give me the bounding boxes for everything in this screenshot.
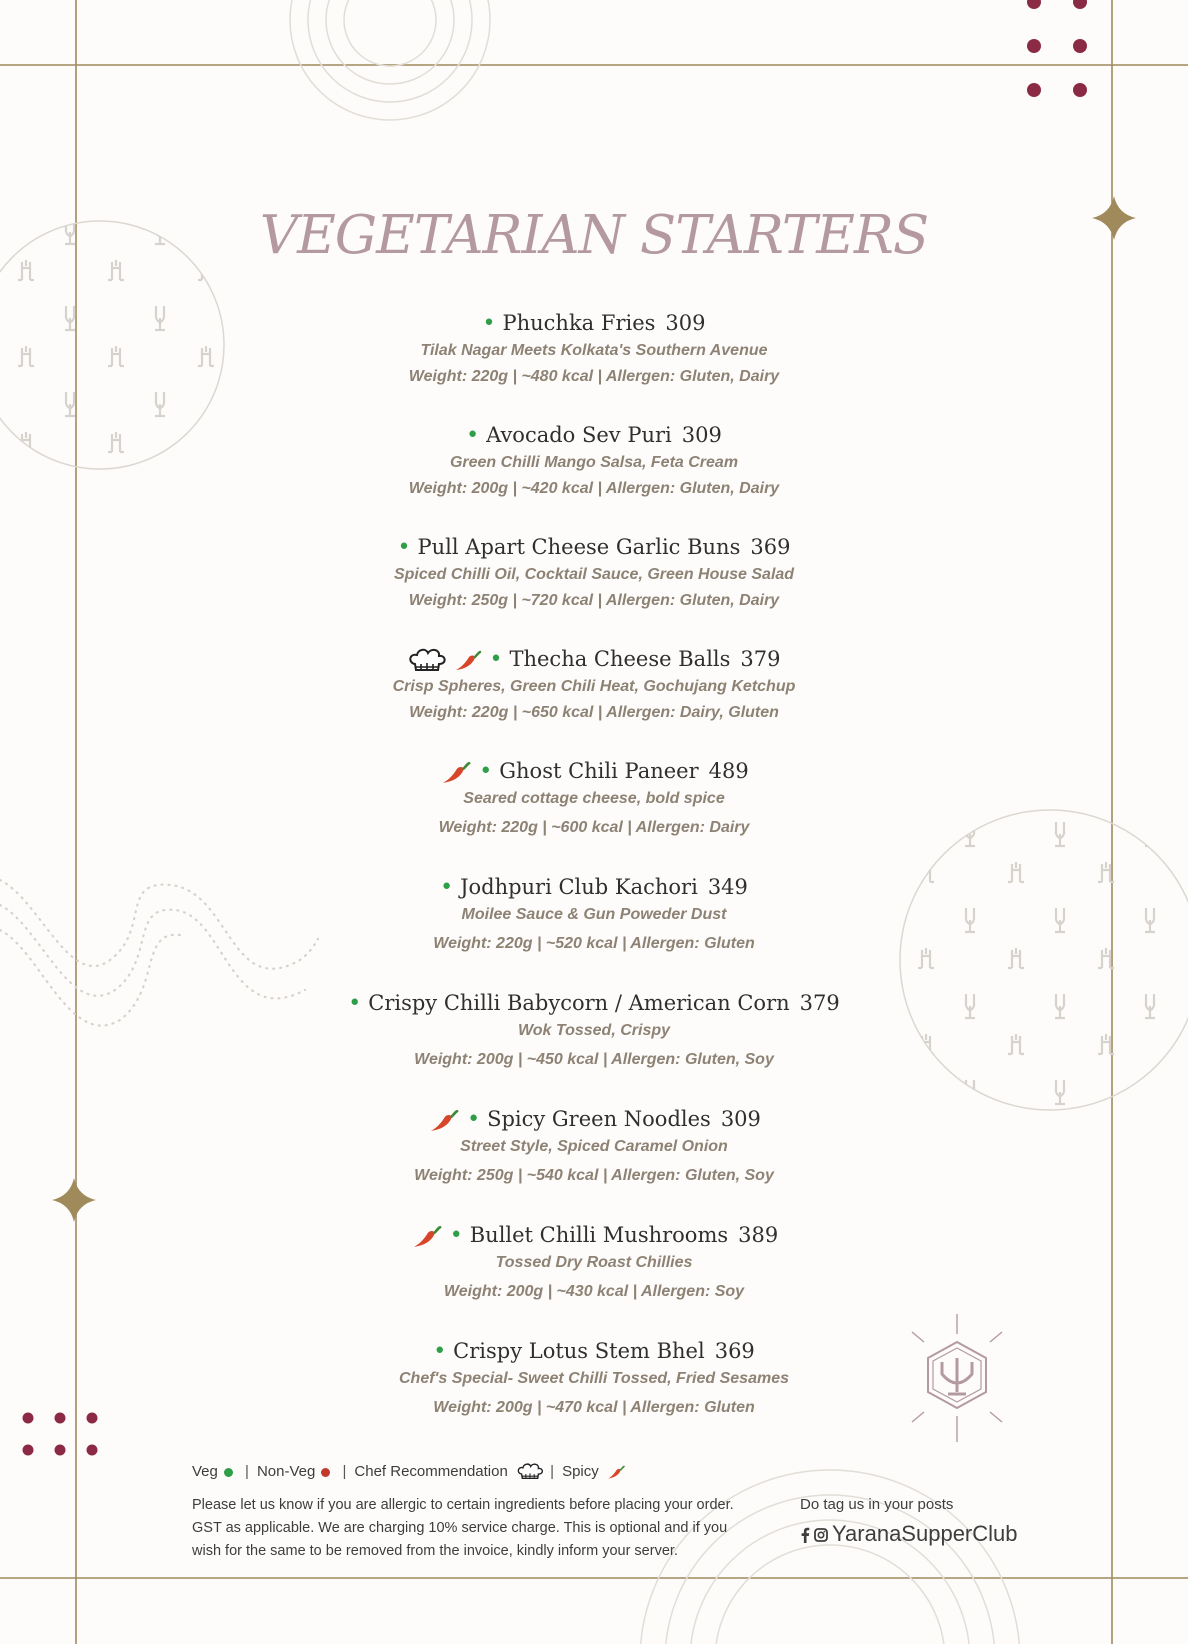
chili-icon: [427, 1109, 461, 1133]
item-info: Weight: 200g | ~420 kcal | Allergen: Gluten, Dairy: [408, 480, 780, 497]
item-price: 309: [720, 1107, 761, 1131]
menu-item: [0, 532, 1188, 613]
veg-indicator-icon: •: [489, 647, 503, 672]
menu-item: [0, 756, 1188, 840]
item-price: 369: [750, 535, 791, 559]
veg-indicator-icon: •: [467, 1107, 481, 1132]
item-info: Weight: 220g | ~480 kcal | Allergen: Gluten, Dairy: [408, 368, 780, 385]
social-block: [800, 1496, 1018, 1547]
item-description: Tossed Dry Roast Chillies: [495, 1254, 693, 1271]
footer-notes: [192, 1494, 752, 1563]
item-price: 309: [665, 311, 706, 335]
chili-icon: [606, 1465, 626, 1480]
item-description: Street Style, Spiced Caramel Onion: [460, 1138, 728, 1155]
menu-item: [0, 644, 1188, 725]
legend-separator: |: [245, 1462, 249, 1480]
legend-veg-label: Veg: [192, 1462, 218, 1480]
chef-hat-icon: [407, 648, 447, 674]
menu-item: [0, 1220, 1188, 1304]
item-price: 379: [740, 647, 781, 671]
item-info: Weight: 220g | ~600 kcal | Allergen: Dairy: [438, 819, 750, 836]
chili-icon: [453, 650, 483, 672]
item-description: Seared cottage cheese, bold spice: [463, 790, 725, 807]
instagram-icon[interactable]: [814, 1528, 828, 1542]
menu-item: [0, 308, 1188, 389]
item-description: Spiced Chilli Oil, Cocktail Sauce, Green House Salad: [393, 566, 795, 583]
social-tagline: Do tag us in your posts: [800, 1496, 954, 1513]
item-name: Avocado Sev Puri: [486, 423, 672, 447]
legend-spicy-label: Spicy: [562, 1462, 599, 1480]
item-description: Tilak Nagar Meets Kolkata's Southern Avenue: [420, 342, 768, 359]
item-name: Spicy Green Noodles: [487, 1107, 711, 1131]
menu-item: [0, 420, 1188, 501]
social-handle-row[interactable]: [800, 1521, 1018, 1547]
legend-nonveg-label: Non-Veg: [256, 1462, 316, 1480]
legend-chef-label: Chef Recommendation: [354, 1462, 508, 1480]
item-info: Weight: 250g | ~540 kcal | Allergen: Gluten, Soy: [414, 1167, 774, 1184]
item-info: Weight: 220g | ~650 kcal | Allergen: Dairy, Gluten: [409, 704, 779, 721]
item-price: 369: [714, 1339, 755, 1363]
item-info: Weight: 200g | ~450 kcal | Allergen: Gluten, Soy: [414, 1051, 774, 1068]
item-info: Weight: 250g | ~720 kcal | Allergen: Gluten, Dairy: [408, 592, 780, 609]
veg-dot-icon: [224, 1468, 233, 1477]
item-name: Ghost Chili Paneer: [499, 759, 699, 783]
chef-hat-icon: [516, 1462, 544, 1482]
item-info: Weight: 200g | ~470 kcal | Allergen: Gluten: [433, 1399, 755, 1416]
item-price: 309: [681, 423, 722, 447]
item-name: Thecha Cheese Balls: [509, 647, 731, 671]
item-description: Wok Tossed, Crispy: [517, 1022, 671, 1039]
menu-item: [0, 1104, 1188, 1188]
item-name: Pull Apart Cheese Garlic Buns: [417, 535, 741, 559]
page-title: VEGETARIAN STARTERS: [259, 205, 929, 266]
service-charge-note-continued: wish for the same to be removed from the invoice, kindly inform your server.: [192, 1543, 678, 1559]
item-name: Crispy Chilli Babycorn / American Corn: [368, 991, 790, 1015]
item-name: Bullet Chilli Mushrooms: [469, 1223, 729, 1247]
menu-item: [0, 988, 1188, 1072]
facebook-icon[interactable]: [800, 1527, 810, 1543]
allergy-note: Please let us know if you are allergic to certain ingredients before placing your order.: [192, 1497, 734, 1513]
item-name: Crispy Lotus Stem Bhel: [453, 1339, 705, 1363]
legend-separator: |: [550, 1462, 555, 1480]
veg-indicator-icon: •: [348, 991, 362, 1016]
item-price: 389: [738, 1223, 779, 1247]
veg-indicator-icon: •: [449, 1223, 463, 1248]
chili-icon: [410, 1225, 444, 1249]
item-price: 349: [707, 875, 748, 899]
item-description: Crisp Spheres, Green Chili Heat, Gochujang Ketchup: [392, 678, 796, 695]
item-info: Weight: 200g | ~430 kcal | Allergen: Soy: [443, 1283, 745, 1300]
legend-separator: |: [342, 1462, 347, 1480]
veg-indicator-icon: •: [440, 875, 454, 900]
veg-indicator-icon: •: [397, 535, 411, 560]
social-handle[interactable]: YaranaSupperClub: [832, 1521, 1018, 1546]
chili-icon: [439, 761, 473, 785]
item-price: 489: [708, 759, 749, 783]
item-name: Jodhpuri Club Kachori: [460, 875, 698, 899]
menu-item: [0, 872, 1188, 956]
veg-indicator-icon: •: [482, 311, 496, 336]
nonveg-dot-icon: [321, 1468, 330, 1477]
item-name: Phuchka Fries: [502, 311, 656, 335]
veg-indicator-icon: •: [479, 759, 493, 784]
item-description: Chef's Special- Sweet Chilli Tossed, Fried Sesames: [398, 1370, 789, 1387]
legend: [192, 1462, 626, 1482]
item-info: Weight: 220g | ~520 kcal | Allergen: Gluten: [433, 935, 755, 952]
veg-indicator-icon: •: [466, 423, 480, 448]
item-description: Green Chilli Mango Salsa, Feta Cream: [449, 454, 739, 471]
veg-indicator-icon: •: [433, 1339, 447, 1364]
menu-item: [0, 1336, 1188, 1420]
item-description: Moilee Sauce & Gun Poweder Dust: [461, 906, 727, 923]
item-price: 379: [799, 991, 840, 1015]
service-charge-note: GST as applicable. We are charging 10% service charge. This is optional and if you: [192, 1520, 728, 1536]
